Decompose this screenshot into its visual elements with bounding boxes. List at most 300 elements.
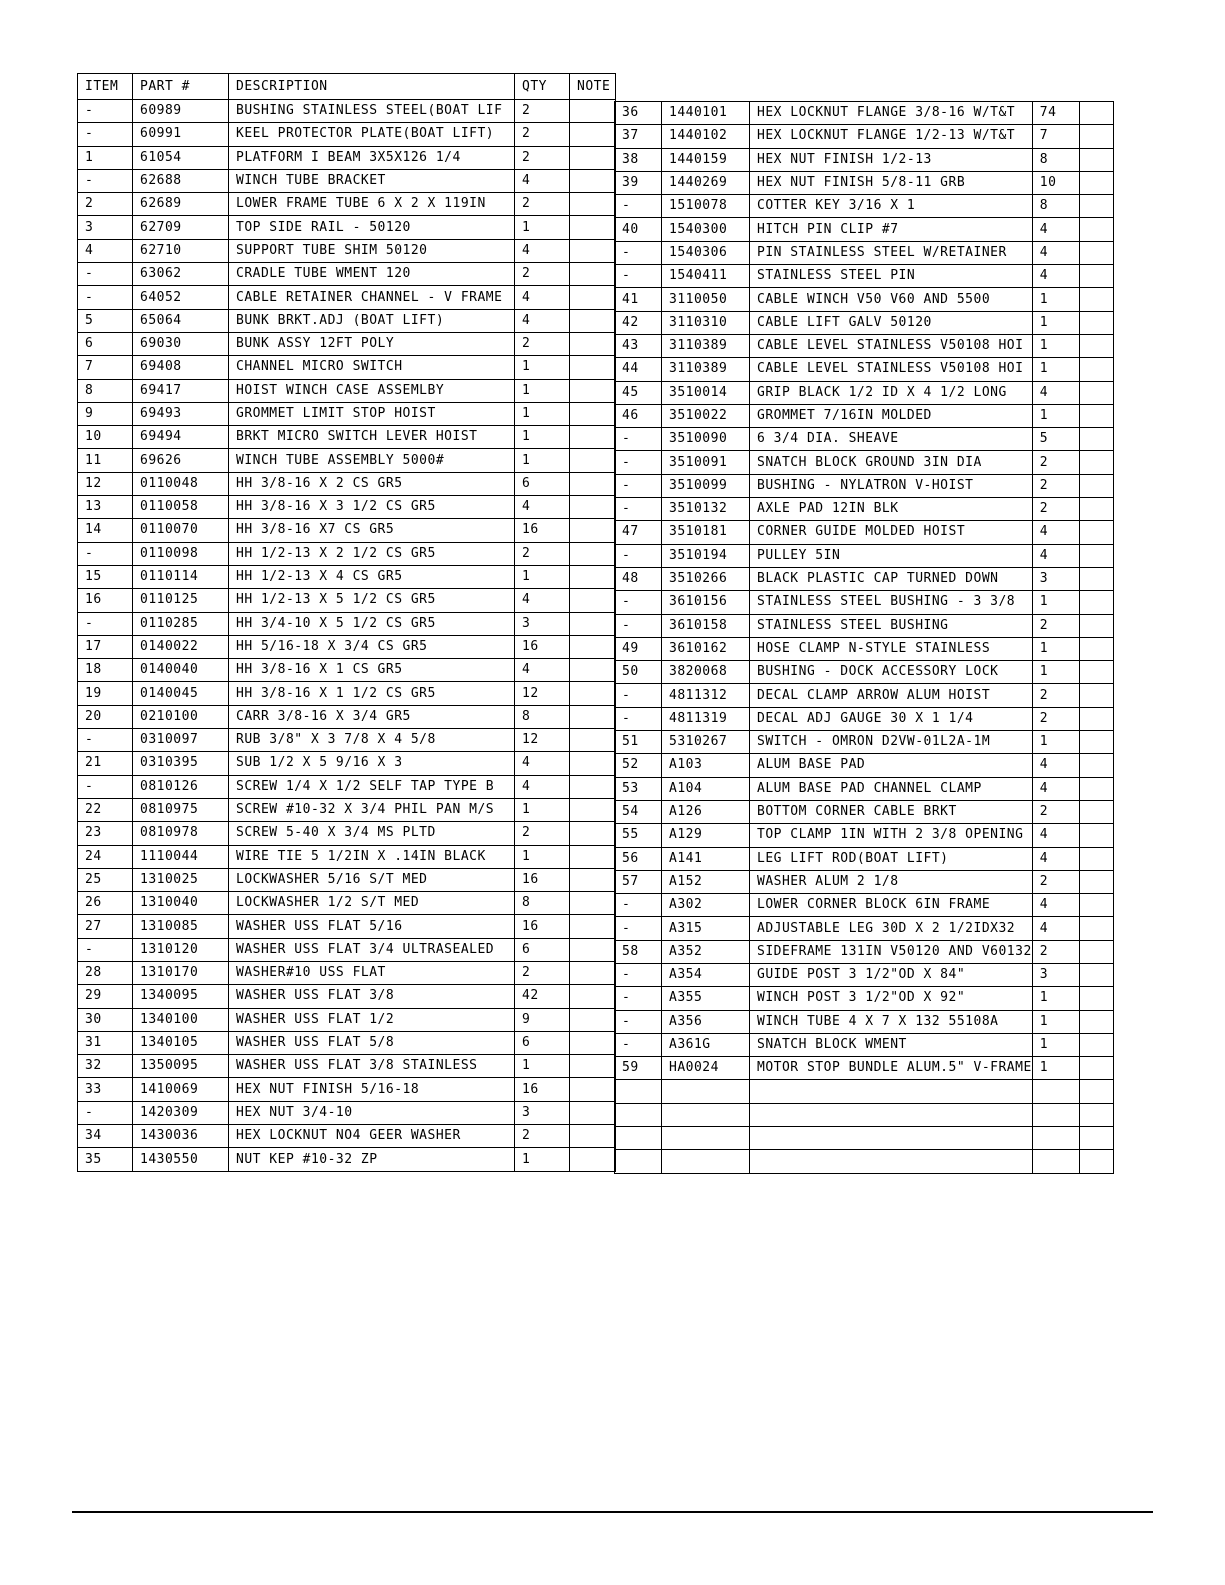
cell-note: [1079, 1033, 1113, 1056]
cell-item: 3: [78, 216, 133, 239]
cell-description: NUT KEP #10-32 ZP: [229, 1148, 515, 1171]
cell-note: [1079, 544, 1113, 567]
table-row: [615, 684, 1114, 707]
cell-description: HEX NUT FINISH 5/16-18: [229, 1078, 515, 1101]
cell-qty: 1: [515, 845, 570, 868]
cell-item: 8: [78, 379, 133, 402]
cell-item: 25: [78, 868, 133, 891]
cell-note: [570, 449, 616, 472]
cell-note: [1079, 148, 1113, 171]
cell-description: STAINLESS STEEL BUSHING - 3 3/8: [750, 591, 1033, 614]
cell-item: -: [615, 241, 662, 264]
cell-part-number: 1540300: [662, 218, 750, 241]
cell-note: [570, 332, 616, 355]
cell-part-number: 1440159: [662, 148, 750, 171]
table-row: [615, 288, 1114, 311]
cell-item: 50: [615, 661, 662, 684]
cell-qty: 4: [515, 239, 570, 262]
table-row: [615, 265, 1114, 288]
cell-part-number: 1410069: [133, 1078, 229, 1101]
cell-description: BOTTOM CORNER CABLE BRKT: [750, 800, 1033, 823]
cell-item: -: [615, 451, 662, 474]
cell-qty: 4: [515, 496, 570, 519]
cell-description: HOSE CLAMP N-STYLE STAINLESS: [750, 637, 1033, 660]
cell-part-number: A355: [662, 987, 750, 1010]
cell-qty: 2: [1032, 451, 1079, 474]
cell-qty: 1: [1032, 311, 1079, 334]
table-row: [78, 123, 616, 146]
cell-note: [570, 1031, 616, 1054]
cell-qty: 1: [515, 216, 570, 239]
table-row: [78, 496, 616, 519]
cell-note: [570, 659, 616, 682]
cell-qty: 1: [515, 798, 570, 821]
cell-description: CABLE LEVEL STAINLESS V50108 HOI: [750, 334, 1033, 357]
cell-description: HITCH PIN CLIP #7: [750, 218, 1033, 241]
cell-part-number: 0110285: [133, 612, 229, 635]
cell-item: -: [78, 938, 133, 961]
cell-item: [615, 1150, 662, 1173]
cell-part-number: 69626: [133, 449, 229, 472]
table-row: [78, 915, 616, 938]
cell-item: 46: [615, 404, 662, 427]
cell-description: CABLE RETAINER CHANNEL - V FRAME: [229, 286, 515, 309]
cell-note: [1079, 940, 1113, 963]
cell-note: [570, 472, 616, 495]
cell-part-number: 3110050: [662, 288, 750, 311]
table-row: [78, 1148, 616, 1171]
cell-description: LOWER CORNER BLOCK 6IN FRAME: [750, 894, 1033, 917]
cell-qty: 8: [515, 705, 570, 728]
cell-part-number: A126: [662, 800, 750, 823]
cell-description: PIN STAINLESS STEEL W/RETAINER: [750, 241, 1033, 264]
cell-note: [570, 752, 616, 775]
cell-note: [570, 705, 616, 728]
cell-note: [1079, 1127, 1113, 1150]
cell-description: STAINLESS STEEL BUSHING: [750, 614, 1033, 637]
table-row: [615, 963, 1114, 986]
cell-part-number: 1110044: [133, 845, 229, 868]
cell-description: HH 1/2-13 X 5 1/2 CS GR5: [229, 589, 515, 612]
table-row: [615, 358, 1114, 381]
cell-note: [570, 565, 616, 588]
cell-description: CHANNEL MICRO SWITCH: [229, 356, 515, 379]
cell-description: HH 3/4-10 X 5 1/2 CS GR5: [229, 612, 515, 635]
cell-part-number: 1310085: [133, 915, 229, 938]
table-row: [78, 472, 616, 495]
cell-note: [1079, 498, 1113, 521]
cell-note: [1079, 894, 1113, 917]
header-description: DESCRIPTION: [229, 74, 515, 100]
cell-note: [570, 1148, 616, 1171]
cell-part-number: 1420309: [133, 1101, 229, 1124]
cell-note: [1079, 800, 1113, 823]
cell-qty: [1032, 1080, 1079, 1103]
cell-qty: 4: [515, 752, 570, 775]
cell-qty: 1: [1032, 731, 1079, 754]
cell-part-number: 1430036: [133, 1125, 229, 1148]
cell-part-number: 3510091: [662, 451, 750, 474]
table-row: [615, 544, 1114, 567]
cell-part-number: 0110058: [133, 496, 229, 519]
parts-table-right: [614, 101, 1114, 1174]
cell-item: -: [615, 614, 662, 637]
table-row: [615, 474, 1114, 497]
cell-note: [1079, 684, 1113, 707]
cell-note: [1079, 754, 1113, 777]
cell-qty: 4: [1032, 218, 1079, 241]
cell-note: [1079, 847, 1113, 870]
cell-note: [570, 938, 616, 961]
cell-item: -: [78, 612, 133, 635]
cell-description: CABLE LEVEL STAINLESS V50108 HOI: [750, 358, 1033, 381]
cell-part-number: 4811319: [662, 707, 750, 730]
cell-description: SCREW 5-40 X 3/4 MS PLTD: [229, 822, 515, 845]
table-row: [615, 311, 1114, 334]
table-row: [78, 169, 616, 192]
cell-part-number: 3510090: [662, 428, 750, 451]
cell-note: [1079, 1057, 1113, 1080]
cell-note: [570, 915, 616, 938]
cell-qty: 4: [1032, 824, 1079, 847]
cell-description: BRKT MICRO SWITCH LEVER HOIST: [229, 426, 515, 449]
cell-note: [570, 985, 616, 1008]
table-row: [78, 402, 616, 425]
cell-note: [570, 1125, 616, 1148]
cell-description: CRADLE TUBE WMENT 120: [229, 263, 515, 286]
cell-qty: 2: [515, 263, 570, 286]
cell-qty: 2: [1032, 940, 1079, 963]
table-row: [78, 635, 616, 658]
cell-part-number: A315: [662, 917, 750, 940]
cell-qty: 4: [515, 309, 570, 332]
cell-item: 15: [78, 565, 133, 588]
cell-qty: 5: [1032, 428, 1079, 451]
parts-table-left: [77, 73, 616, 1172]
table-row: [78, 286, 616, 309]
cell-qty: 3: [515, 612, 570, 635]
table-row: [78, 752, 616, 775]
cell-item: 40: [615, 218, 662, 241]
cell-qty: 1: [1032, 1033, 1079, 1056]
cell-note: [570, 1078, 616, 1101]
cell-item: 58: [615, 940, 662, 963]
cell-part-number: 1310170: [133, 961, 229, 984]
cell-qty: 4: [1032, 894, 1079, 917]
cell-item: 53: [615, 777, 662, 800]
cell-description: GROMMET 7/16IN MOLDED: [750, 404, 1033, 427]
cell-item: 59: [615, 1057, 662, 1080]
cell-item: 13: [78, 496, 133, 519]
cell-item: 16: [78, 589, 133, 612]
cell-part-number: 3510132: [662, 498, 750, 521]
table-row: [78, 892, 616, 915]
cell-description: HEX NUT 3/4-10: [229, 1101, 515, 1124]
cell-description: [750, 1103, 1033, 1126]
cell-qty: 6: [515, 1031, 570, 1054]
cell-part-number: 0810978: [133, 822, 229, 845]
cell-item: 6: [78, 332, 133, 355]
cell-item: 51: [615, 731, 662, 754]
cell-description: ADJUSTABLE LEG 30D X 2 1/2IDX32: [750, 917, 1033, 940]
cell-qty: 16: [515, 868, 570, 891]
cell-part-number: 1340105: [133, 1031, 229, 1054]
cell-note: [1079, 731, 1113, 754]
cell-part-number: [662, 1150, 750, 1173]
table-row: [615, 381, 1114, 404]
cell-part-number: 3820068: [662, 661, 750, 684]
cell-qty: 1: [515, 379, 570, 402]
table-row: [615, 102, 1114, 125]
table-row: [78, 565, 616, 588]
cell-description: BUSHING - NYLATRON V-HOIST: [750, 474, 1033, 497]
cell-description: TOP CLAMP 1IN WITH 2 3/8 OPENING: [750, 824, 1033, 847]
cell-note: [570, 682, 616, 705]
cell-note: [570, 193, 616, 216]
cell-part-number: 3110389: [662, 334, 750, 357]
table-row: [615, 1150, 1114, 1173]
cell-item: 55: [615, 824, 662, 847]
cell-note: [570, 612, 616, 635]
cell-note: [570, 542, 616, 565]
cell-qty: 8: [1032, 148, 1079, 171]
cell-item: -: [78, 263, 133, 286]
cell-description: HEX LOCKNUT FLANGE 3/8-16 W/T&T: [750, 102, 1033, 125]
table-row: [615, 195, 1114, 218]
cell-note: [1079, 125, 1113, 148]
table-row: [615, 1010, 1114, 1033]
cell-part-number: 1340095: [133, 985, 229, 1008]
cell-item: 20: [78, 705, 133, 728]
table-row: [78, 729, 616, 752]
cell-part-number: 3110310: [662, 311, 750, 334]
cell-part-number: A104: [662, 777, 750, 800]
cell-qty: 1: [1032, 288, 1079, 311]
cell-part-number: 0140040: [133, 659, 229, 682]
cell-part-number: 5310267: [662, 731, 750, 754]
cell-description: WIRE TIE 5 1/2IN X .14IN BLACK: [229, 845, 515, 868]
table-row: [615, 754, 1114, 777]
footer-rule: [72, 1511, 1153, 1513]
cell-description: AXLE PAD 12IN BLK: [750, 498, 1033, 521]
cell-item: -: [78, 1101, 133, 1124]
cell-part-number: 1430550: [133, 1148, 229, 1171]
cell-part-number: 3510014: [662, 381, 750, 404]
cell-item: 48: [615, 567, 662, 590]
cell-description: LOCKWASHER 1/2 S/T MED: [229, 892, 515, 915]
cell-qty: 42: [515, 985, 570, 1008]
table-row: [615, 847, 1114, 870]
cell-description: MOTOR STOP BUNDLE ALUM.5" V-FRAME: [750, 1057, 1033, 1080]
cell-description: BLACK PLASTIC CAP TURNED DOWN: [750, 567, 1033, 590]
cell-part-number: 69408: [133, 356, 229, 379]
cell-item: -: [615, 894, 662, 917]
cell-qty: [1032, 1127, 1079, 1150]
cell-description: HEX NUT FINISH 1/2-13: [750, 148, 1033, 171]
cell-description: CARR 3/8-16 X 3/4 GR5: [229, 705, 515, 728]
cell-note: [570, 1055, 616, 1078]
cell-description: BUNK BRKT.ADJ (BOAT LIFT): [229, 309, 515, 332]
cell-part-number: 61054: [133, 146, 229, 169]
cell-qty: 4: [515, 169, 570, 192]
cell-note: [1079, 334, 1113, 357]
cell-description: WINCH POST 3 1/2"OD X 92": [750, 987, 1033, 1010]
cell-part-number: 1310025: [133, 868, 229, 891]
cell-note: [1079, 218, 1113, 241]
cell-note: [1079, 195, 1113, 218]
cell-qty: 1: [1032, 591, 1079, 614]
cell-note: [570, 868, 616, 891]
table-row: [78, 868, 616, 891]
cell-note: [1079, 265, 1113, 288]
cell-part-number: 0310395: [133, 752, 229, 775]
cell-qty: 6: [515, 938, 570, 961]
cell-item: -: [78, 729, 133, 752]
cell-qty: 1: [1032, 1010, 1079, 1033]
cell-note: [1079, 521, 1113, 544]
cell-note: [570, 822, 616, 845]
cell-note: [570, 798, 616, 821]
cell-description: HEX NUT FINISH 5/8-11 GRB: [750, 171, 1033, 194]
cell-item: 56: [615, 847, 662, 870]
table-row: [615, 1080, 1114, 1103]
cell-item: -: [78, 169, 133, 192]
cell-description: HH 3/8-16 X7 CS GR5: [229, 519, 515, 542]
cell-part-number: 64052: [133, 286, 229, 309]
cell-qty: 1: [515, 1055, 570, 1078]
cell-description: STAINLESS STEEL PIN: [750, 265, 1033, 288]
cell-qty: 1: [1032, 334, 1079, 357]
cell-qty: 7: [1032, 125, 1079, 148]
cell-description: [750, 1127, 1033, 1150]
cell-item: -: [78, 542, 133, 565]
cell-description: SNATCH BLOCK WMENT: [750, 1033, 1033, 1056]
cell-description: 6 3/4 DIA. SHEAVE: [750, 428, 1033, 451]
cell-note: [570, 1008, 616, 1031]
cell-item: 38: [615, 148, 662, 171]
cell-part-number: 1440101: [662, 102, 750, 125]
parts-table-left-body: [78, 100, 616, 1172]
table-row: [615, 241, 1114, 264]
cell-note: [570, 496, 616, 519]
cell-qty: 1: [1032, 358, 1079, 381]
cell-note: [1079, 381, 1113, 404]
cell-item: 22: [78, 798, 133, 821]
cell-item: -: [78, 123, 133, 146]
table-row: [615, 404, 1114, 427]
header-item: ITEM: [78, 74, 133, 100]
table-row: [615, 1057, 1114, 1080]
table-row: [615, 917, 1114, 940]
cell-description: HEX LOCKNUT FLANGE 1/2-13 W/T&T: [750, 125, 1033, 148]
cell-part-number: 1540411: [662, 265, 750, 288]
cell-qty: 3: [515, 1101, 570, 1124]
cell-item: [615, 1127, 662, 1150]
cell-qty: 3: [1032, 567, 1079, 590]
cell-note: [570, 123, 616, 146]
cell-qty: 16: [515, 635, 570, 658]
table-row: [78, 775, 616, 798]
cell-part-number: 69417: [133, 379, 229, 402]
cell-qty: 12: [515, 729, 570, 752]
cell-part-number: [662, 1127, 750, 1150]
cell-note: [570, 589, 616, 612]
cell-note: [1079, 474, 1113, 497]
table-row: [78, 216, 616, 239]
cell-note: [570, 379, 616, 402]
table-row: [78, 1008, 616, 1031]
cell-item: -: [615, 684, 662, 707]
table-row: [615, 428, 1114, 451]
table-row: [78, 449, 616, 472]
cell-part-number: A356: [662, 1010, 750, 1033]
cell-note: [570, 402, 616, 425]
cell-item: -: [615, 591, 662, 614]
table-row: [615, 591, 1114, 614]
cell-part-number: 3110389: [662, 358, 750, 381]
cell-description: COTTER KEY 3/16 X 1: [750, 195, 1033, 218]
table-row: [78, 309, 616, 332]
table-row: [78, 682, 616, 705]
cell-qty: 2: [1032, 684, 1079, 707]
cell-item: [615, 1080, 662, 1103]
cell-description: BUNK ASSY 12FT POLY: [229, 332, 515, 355]
cell-description: CORNER GUIDE MOLDED HOIST: [750, 521, 1033, 544]
table-row: [78, 659, 616, 682]
cell-part-number: 3510099: [662, 474, 750, 497]
cell-description: BUSHING STAINLESS STEEL(BOAT LIF: [229, 100, 515, 123]
cell-note: [1079, 171, 1113, 194]
cell-part-number: 0110125: [133, 589, 229, 612]
cell-description: SIDEFRAME 131IN V50120 AND V60132: [750, 940, 1033, 963]
cell-part-number: 0110070: [133, 519, 229, 542]
cell-item: 5: [78, 309, 133, 332]
cell-part-number: 3510266: [662, 567, 750, 590]
cell-description: PLATFORM I BEAM 3X5X126 1/4: [229, 146, 515, 169]
cell-note: [1079, 614, 1113, 637]
cell-qty: 16: [515, 915, 570, 938]
cell-note: [570, 169, 616, 192]
cell-part-number: 3610162: [662, 637, 750, 660]
header-note: NOTE: [570, 74, 616, 100]
cell-part-number: 60991: [133, 123, 229, 146]
cell-item: 27: [78, 915, 133, 938]
cell-part-number: 0810126: [133, 775, 229, 798]
cell-item: 11: [78, 449, 133, 472]
cell-item: 36: [615, 102, 662, 125]
cell-description: DECAL CLAMP ARROW ALUM HOIST: [750, 684, 1033, 707]
cell-qty: 2: [1032, 614, 1079, 637]
cell-item: 21: [78, 752, 133, 775]
cell-description: WINCH TUBE 4 X 7 X 132 55108A: [750, 1010, 1033, 1033]
cell-item: 26: [78, 892, 133, 915]
cell-qty: 4: [1032, 544, 1079, 567]
cell-item: 17: [78, 635, 133, 658]
cell-description: WASHER USS FLAT 3/8: [229, 985, 515, 1008]
cell-note: [570, 146, 616, 169]
cell-item: -: [615, 963, 662, 986]
cell-description: WASHER USS FLAT 3/4 ULTRASEALED: [229, 938, 515, 961]
cell-qty: 16: [515, 519, 570, 542]
cell-item: -: [615, 917, 662, 940]
table-row: [78, 146, 616, 169]
cell-qty: 4: [1032, 917, 1079, 940]
cell-part-number: 62709: [133, 216, 229, 239]
cell-note: [570, 892, 616, 915]
table-row: [78, 798, 616, 821]
cell-qty: 1: [515, 449, 570, 472]
cell-item: 19: [78, 682, 133, 705]
